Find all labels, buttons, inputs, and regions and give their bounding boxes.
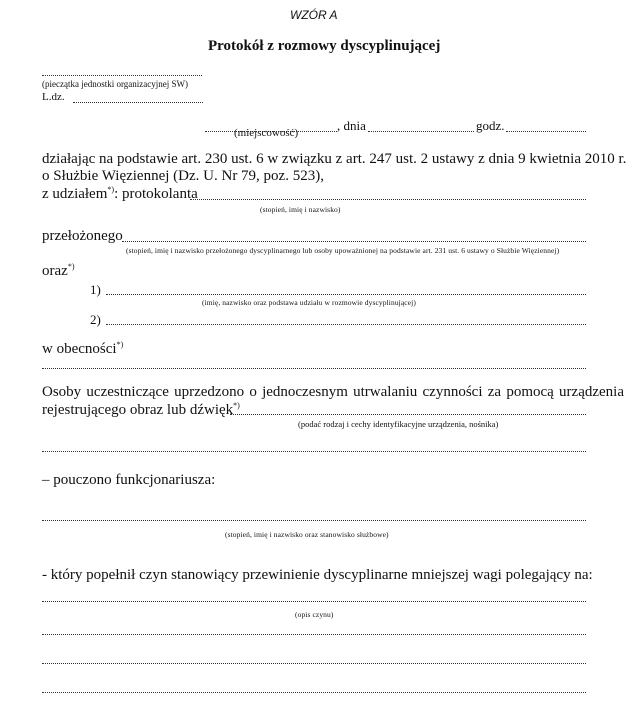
instructed-label: – pouczono funkcjonariusza: bbox=[42, 472, 216, 488]
time-field[interactable] bbox=[506, 131, 586, 132]
recording-device-field-2[interactable] bbox=[42, 451, 586, 452]
place-caption: (miejscowość) bbox=[234, 127, 299, 139]
presence-label: w obecności bbox=[42, 341, 117, 357]
recorder-field[interactable] bbox=[190, 199, 586, 200]
item-1-caption: (imię, nazwisko oraz podstawa udziału w rozmowie dyscyplinującej) bbox=[202, 298, 416, 307]
item-2-label: 2) bbox=[90, 312, 101, 327]
superior-label: przełożonego bbox=[42, 228, 123, 244]
footnote-marker: *) bbox=[67, 262, 75, 271]
footnote-marker: *) bbox=[116, 340, 124, 349]
presence-field[interactable] bbox=[42, 368, 586, 369]
date-field[interactable] bbox=[368, 131, 474, 132]
offence-label: - który popełnił czyn stanowiący przewinienie dyscyplinarne mniejszej wagi polegający na: bbox=[42, 567, 593, 583]
item-1-field[interactable] bbox=[106, 294, 586, 295]
recorder-label: : protokolanta bbox=[114, 186, 198, 202]
offence-field-2[interactable] bbox=[42, 634, 586, 635]
superior-field[interactable] bbox=[122, 241, 586, 242]
ldz-field[interactable] bbox=[73, 102, 203, 103]
item-2-field[interactable] bbox=[106, 324, 586, 325]
item-1-label: 1) bbox=[90, 282, 101, 297]
page-title: Protokół z rozmowy dyscyplinującej bbox=[208, 38, 441, 54]
recording-device-field[interactable] bbox=[230, 414, 586, 415]
footnote-marker: *) bbox=[107, 185, 115, 194]
offence-field-4[interactable] bbox=[42, 692, 586, 693]
presence-line bbox=[42, 340, 123, 358]
officer-field[interactable] bbox=[42, 520, 586, 521]
offence-field-1[interactable] bbox=[42, 601, 586, 602]
offence-caption: (opis czynu) bbox=[295, 610, 334, 619]
stamp-field[interactable] bbox=[42, 75, 202, 76]
recorder-caption: (stopień, imię i nazwisko) bbox=[260, 205, 341, 214]
legal-basis-line-2: o Służbie Więziennej (Dz. U. Nr 79, poz. 523), bbox=[42, 168, 324, 184]
date-label: , dnia bbox=[337, 118, 366, 133]
ldz-label: L.dz. bbox=[42, 91, 65, 103]
participation-line bbox=[42, 185, 198, 203]
recording-notice-line-1: Osoby uczestniczące uprzedzono o jednoczesnym utrwalaniu czynności za pomocą urządzenia bbox=[42, 384, 624, 400]
legal-basis-line-1: działając na podstawie art. 230 ust. 6 w związku z art. 247 ust. 2 ustawy z dnia 9 kwietnia 2010 r. bbox=[42, 151, 627, 167]
recording-label: rejestrującego obraz lub dźwięk bbox=[42, 402, 234, 418]
recording-notice-line-2 bbox=[42, 401, 240, 419]
time-label: godz. bbox=[476, 118, 505, 133]
participation-label: z udziałem bbox=[42, 186, 108, 202]
form-template-label: WZÓR A bbox=[290, 8, 338, 22]
superior-caption: (stopień, imię i nazwisko przełożonego dyscyplinarnego lub osoby upoważnionej na podstawie art. 231 ust. 6 ustawy o Służbie Więziennej) bbox=[126, 246, 560, 255]
footnote-marker: *) bbox=[233, 401, 240, 410]
officer-caption: (stopień, imię i nazwisko oraz stanowisko służbowe) bbox=[225, 530, 389, 539]
and-label: oraz bbox=[42, 263, 68, 279]
recording-device-caption: (podać rodzaj i cechy identyfikacyjne urządzenia, nośnika) bbox=[298, 419, 499, 429]
stamp-caption: (pieczątka jednostki organizacyjnej SW) bbox=[42, 79, 189, 89]
and-line bbox=[42, 262, 74, 280]
offence-field-3[interactable] bbox=[42, 663, 586, 664]
